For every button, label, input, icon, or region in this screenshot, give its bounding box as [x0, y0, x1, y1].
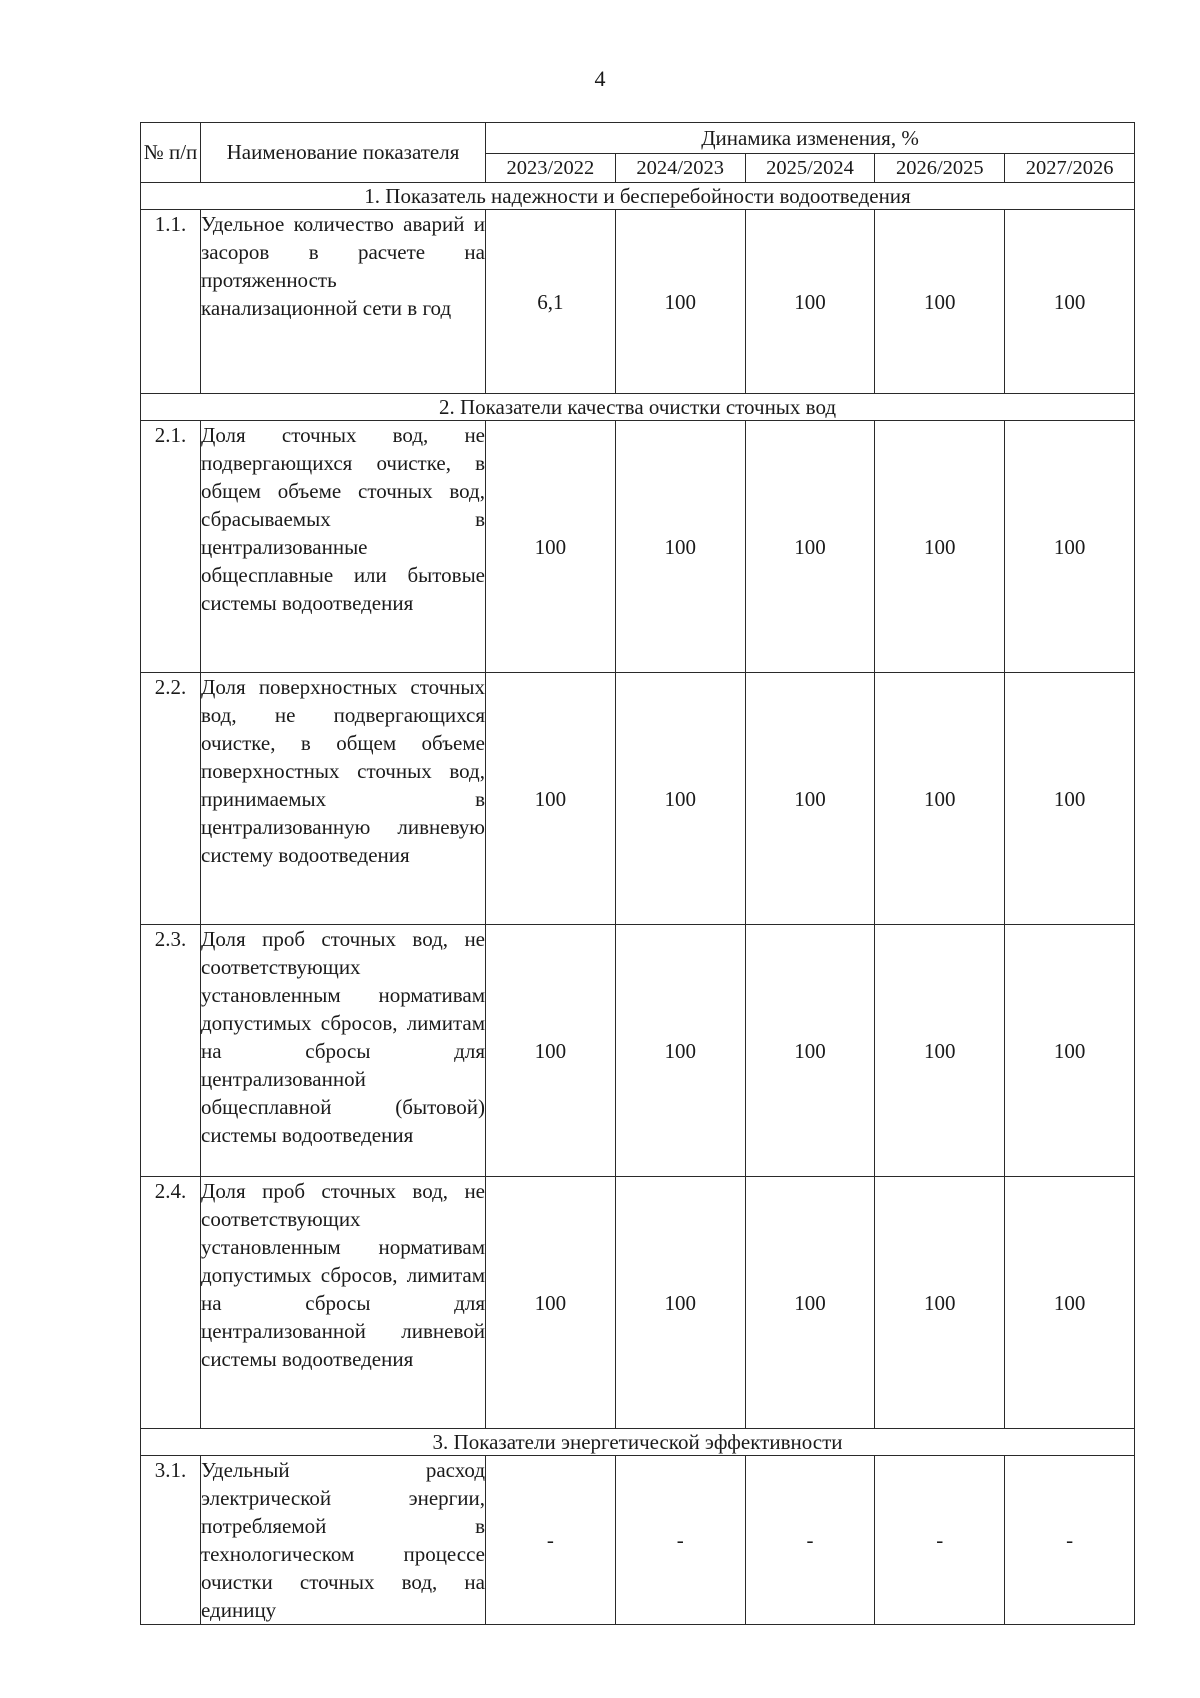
- row-value: 100: [745, 210, 875, 394]
- header-dynamics: Динамика изменения, %: [486, 123, 1135, 154]
- table-row: [141, 673, 1135, 925]
- row-value: -: [745, 1456, 875, 1625]
- row-value: 100: [875, 925, 1005, 1177]
- row-indicator-name: Доля проб сточных вод, не соответствующих установленным нормативам допустимых сбросов, лимитам на сбросы для централизованной общесплавной (бытовой) системы водоотведения: [201, 925, 486, 1177]
- table-row: [141, 1456, 1135, 1625]
- indicators-table: [140, 122, 1135, 1625]
- row-value: 100: [1005, 210, 1135, 394]
- row-value: 100: [875, 673, 1005, 925]
- row-value: 100: [486, 673, 616, 925]
- row-value: 100: [875, 421, 1005, 673]
- row-value: 100: [486, 1177, 616, 1429]
- row-value: 100: [1005, 673, 1135, 925]
- header-year: 2027/2026: [1005, 154, 1135, 183]
- header-year: 2025/2024: [745, 154, 875, 183]
- table-header: [141, 123, 1135, 183]
- row-indicator-name: Доля поверхностных сточных вод, не подвергающихся очистке, в общем объеме поверхностных сточных вод, принимаемых в централизованную ливневую систему водоотведения: [201, 673, 486, 925]
- row-value: 100: [615, 210, 745, 394]
- row-value: -: [615, 1456, 745, 1625]
- row-number: 2.3.: [141, 925, 201, 1177]
- header-year: 2026/2025: [875, 154, 1005, 183]
- row-value: 100: [486, 925, 616, 1177]
- header-num: № п/п: [141, 123, 201, 183]
- header-name: Наименование показателя: [201, 123, 486, 183]
- row-value: 100: [745, 925, 875, 1177]
- row-value: 100: [1005, 421, 1135, 673]
- row-value: -: [486, 1456, 616, 1625]
- section-title: 2. Показатели качества очистки сточных вод: [141, 394, 1135, 421]
- row-value: -: [875, 1456, 1005, 1625]
- row-number: 1.1.: [141, 210, 201, 394]
- row-value: 100: [875, 1177, 1005, 1429]
- header-year: 2024/2023: [615, 154, 745, 183]
- row-number: 2.4.: [141, 1177, 201, 1429]
- row-value: 100: [615, 1177, 745, 1429]
- row-value: 100: [875, 210, 1005, 394]
- row-number: 3.1.: [141, 1456, 201, 1625]
- row-indicator-name: Удельное количество аварий и засоров в расчете на протяженность канализационной сети в год: [201, 210, 486, 394]
- row-indicator-name: Удельный расход электрической энергии, потребляемой в технологическом процессе очистки сточных вод, на единицу: [201, 1456, 486, 1625]
- section-header: [141, 394, 1135, 421]
- section-header: [141, 183, 1135, 210]
- row-value: 6,1: [486, 210, 616, 394]
- page-number: 4: [594, 66, 606, 91]
- row-value: -: [1005, 1456, 1135, 1625]
- section-title: 3. Показатели энергетической эффективности: [141, 1429, 1135, 1456]
- row-indicator-name: Доля проб сточных вод, не соответствующих установленным нормативам допустимых сбросов, лимитам на сбросы для централизованной ливневой системы водоотведения: [201, 1177, 486, 1429]
- table-row: [141, 1177, 1135, 1429]
- table-row: [141, 421, 1135, 673]
- section-header: [141, 1429, 1135, 1456]
- row-value: 100: [745, 673, 875, 925]
- row-value: 100: [745, 421, 875, 673]
- row-indicator-name: Доля сточных вод, не подвергающихся очистке, в общем объеме сточных вод, сбрасываемых в централизованные общесплавные или бытовые системы водоотведения: [201, 421, 486, 673]
- row-value: 100: [615, 925, 745, 1177]
- row-number: 2.1.: [141, 421, 201, 673]
- header-year: 2023/2022: [486, 154, 616, 183]
- row-value: 100: [1005, 1177, 1135, 1429]
- row-number: 2.2.: [141, 673, 201, 925]
- row-value: 100: [615, 421, 745, 673]
- table-row: [141, 210, 1135, 394]
- row-value: 100: [1005, 925, 1135, 1177]
- row-value: 100: [745, 1177, 875, 1429]
- row-value: 100: [486, 421, 616, 673]
- row-value: 100: [615, 673, 745, 925]
- table-row: [141, 925, 1135, 1177]
- section-title: 1. Показатель надежности и бесперебойности водоотведения: [141, 183, 1135, 210]
